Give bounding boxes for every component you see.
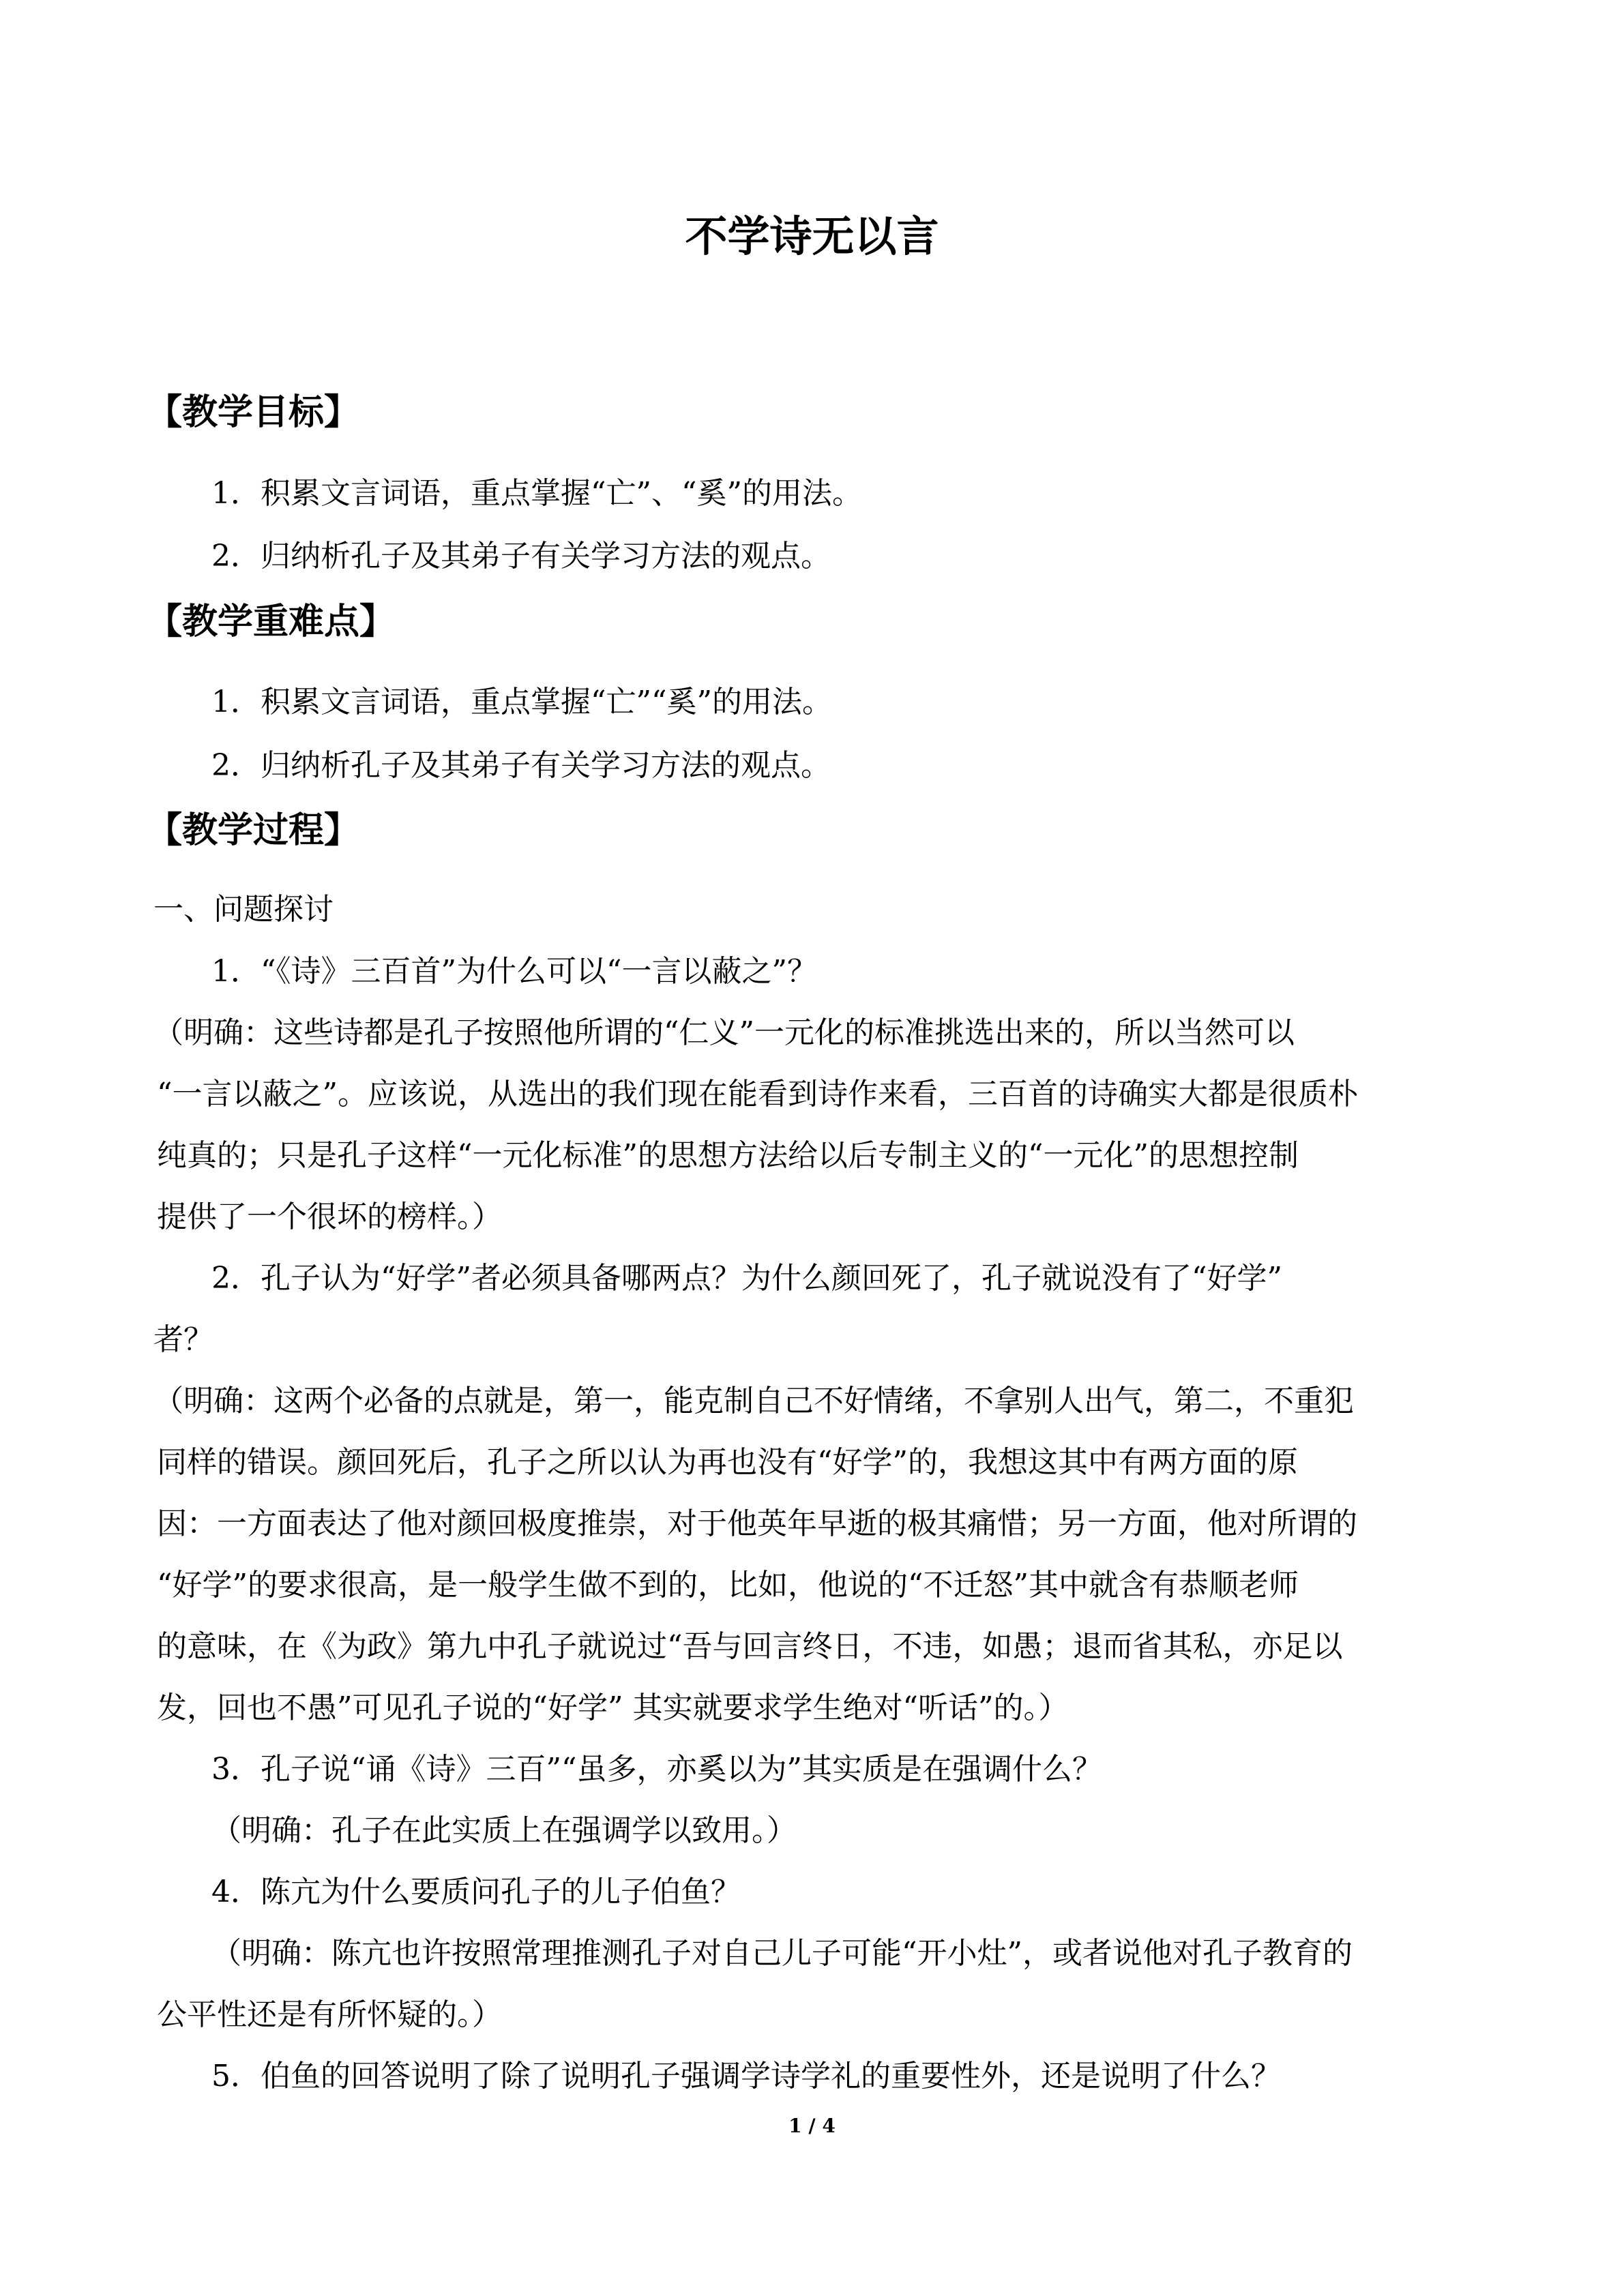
- answer-2-line-6: 发，回也不愚”可见孔子说的“好学” 其实就要求学生绝对“听话”的。）: [157, 1690, 1069, 1725]
- objective-item-1: 1．积累文言词语，重点掌握“亡”、“奚”的用法。: [211, 476, 862, 511]
- answer-3: （明确：孔子在此实质上在强调学以致用。）: [211, 1813, 797, 1848]
- heading-key-points: 【教学重难点】: [147, 601, 396, 642]
- answer-2-line-1: （明确：这两个必备的点就是，第一，能克制自己不好情绪，不拿别人出气，第二，不重犯: [153, 1384, 1354, 1418]
- answer-2-line-5: 的意味，在《为政》第九中孔子就说过“吾与回言终日，不违，如愚；退而省其私，亦足以: [157, 1629, 1343, 1664]
- question-4: 4．陈亢为什么要质问孔子的儿子伯鱼？: [211, 1875, 741, 1909]
- answer-2-line-4: “好学”的要求很高，是一般学生做不到的，比如，他说的“不迁怒”其中就含有恭顺老师: [157, 1568, 1299, 1602]
- answer-1-line-2: “一言以蔽之”。应该说，从选出的我们现在能看到诗作来看，三百首的诗确实大都是很质朴: [157, 1077, 1358, 1112]
- answer-1-line-1: （明确：这些诗都是孔子按照他所谓的“仁义”一元化的标准挑选出来的，所以当然可以: [153, 1015, 1295, 1050]
- answer-4-line-1: （明确：陈亢也许按照常理推测孔子对自己儿子可能“开小灶”，或者说他对孔子教育的: [211, 1936, 1353, 1971]
- question-2-line-2: 者？: [153, 1322, 213, 1357]
- answer-1-line-3: 纯真的；只是孔子这样“一元化标准”的思想方法给以后专制主义的“一元化”的思想控制: [157, 1138, 1299, 1173]
- heading-objectives: 【教学目标】: [147, 391, 360, 433]
- question-2-line-1: 2．孔子认为“好学”者必须具备哪两点？为什么颜回死了，孔子就说没有了“好学”: [211, 1261, 1282, 1296]
- document-title: 不学诗无以言: [685, 211, 939, 261]
- answer-1-line-4: 提供了一个很坏的榜样。）: [157, 1199, 502, 1234]
- key-point-item-2: 2．归纳析孔子及其弟子有关学习方法的观点。: [211, 748, 831, 783]
- answer-2-line-3: 因：一方面表达了他对颜回极度推崇，对于他英年早逝的极其痛惜；另一方面，他对所谓的: [157, 1506, 1357, 1541]
- objective-item-2: 2．归纳析孔子及其弟子有关学习方法的观点。: [211, 539, 831, 573]
- page-number: 1 / 4: [788, 2115, 836, 2137]
- answer-2-line-2: 同样的错误。颜回死后，孔子之所以认为再也没有“好学”的，我想这其中有两方面的原: [157, 1445, 1298, 1480]
- question-3: 3．孔子说“诵《诗》三百”“虽多，亦奚以为”其实质是在强调什么？: [211, 1752, 1102, 1787]
- part1-title: 一、问题探讨: [153, 892, 334, 927]
- question-1: 1．“《诗》三百首”为什么可以“一言以蔽之”？: [211, 954, 817, 989]
- answer-4-line-2: 公平性还是有所怀疑的。）: [157, 1997, 502, 2032]
- heading-process: 【教学过程】: [147, 809, 360, 851]
- question-5: 5．伯鱼的回答说明了除了说明孔子强调学诗学礼的重要性外，还是说明了什么？: [211, 2059, 1281, 2093]
- key-point-item-1: 1．积累文言词语，重点掌握“亡”“奚”的用法。: [211, 685, 832, 719]
